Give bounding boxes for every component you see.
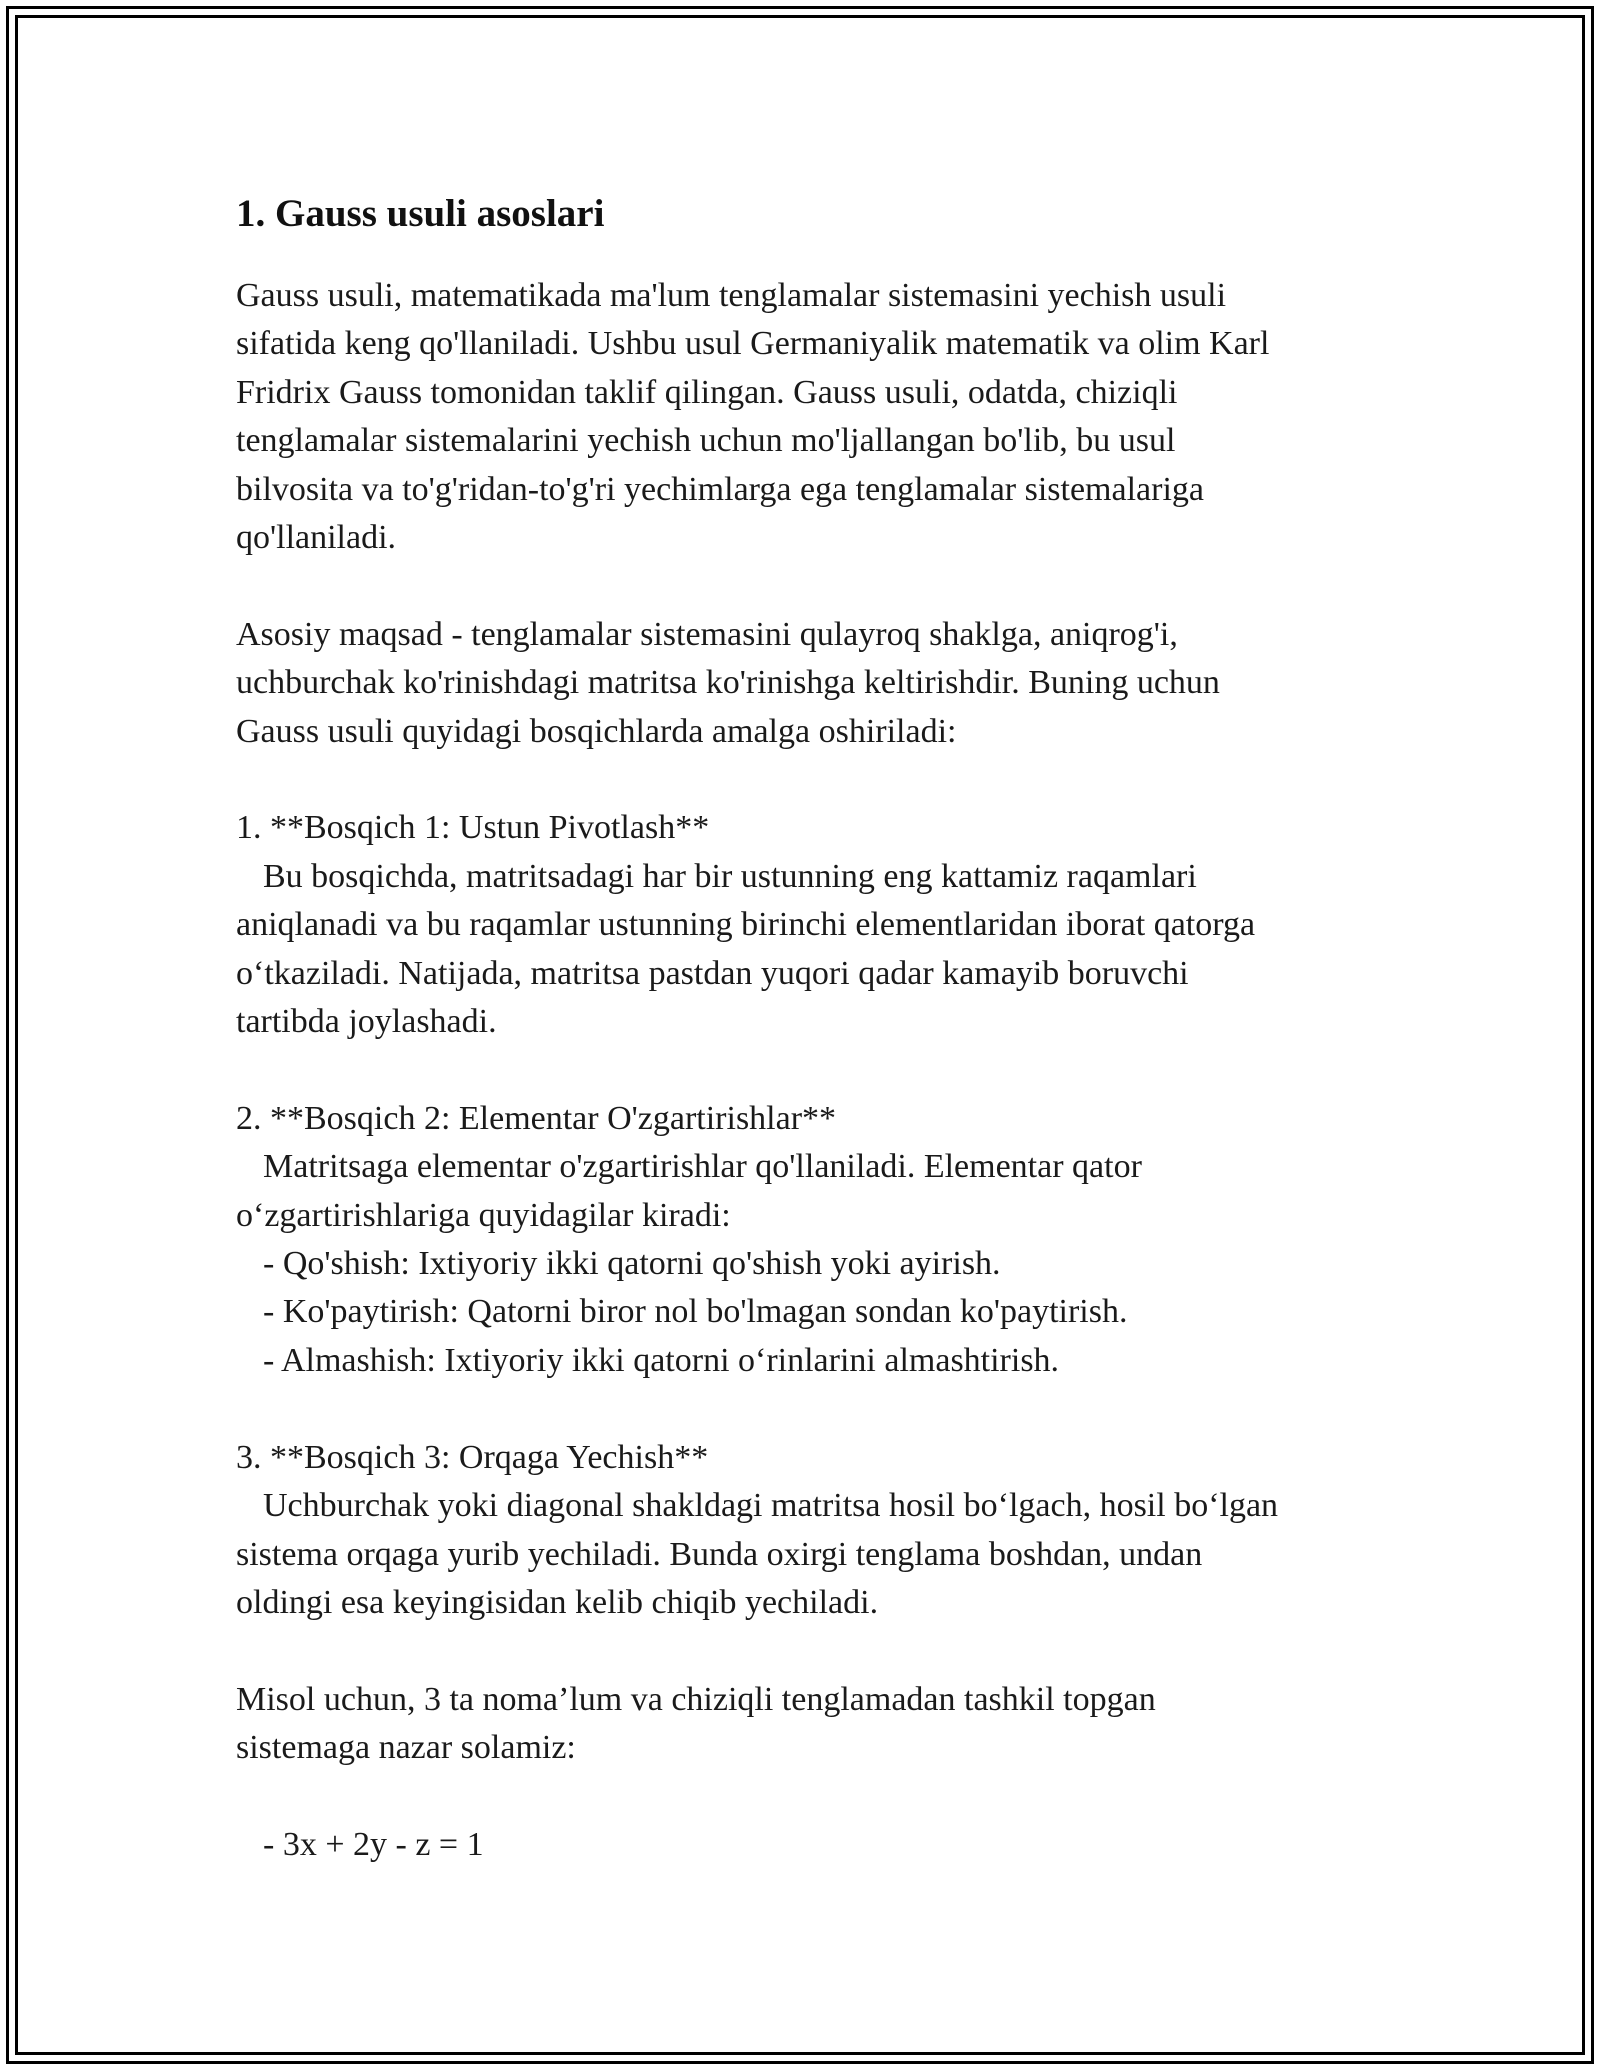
text-line: Fridrix Gauss tomonidan taklif qilingan. Gauss usuli, odatda, chiziqli — [236, 373, 1178, 411]
text-line: tartibda joylashadi. — [236, 1003, 497, 1041]
intro-paragraph — [236, 272, 1366, 562]
text-line: Bu bosqichda, matritsadagi har bir ustunning eng kattamiz raqamlari — [263, 857, 1197, 895]
section-title: 1. Gauss usuli asoslari — [236, 192, 605, 235]
document-body — [236, 186, 1366, 1869]
text-line: Uchburchak yoki diagonal shakldagi matritsa hosil bo‘lgach, hosil bo‘lgan — [263, 1487, 1279, 1525]
text-line: uchburchak ko'rinishdagi matritsa ko'rinishga keltirishdir. Buning uchun — [236, 664, 1220, 702]
text-line: tenglamalar sistemalarini yechish uchun mo'ljallangan bo'lib, bu usul — [236, 422, 1176, 460]
text-line: oldingi esa keyingisidan kelib chiqib yechiladi. — [236, 1583, 879, 1621]
text-line: Asosiy maqsad - tenglamalar sistemasini qulayroq shaklga, aniqrog'i, — [236, 615, 1178, 653]
blank-line — [236, 756, 1366, 804]
text-line: sistemaga nazar solamiz: — [236, 1729, 576, 1767]
text-line: Misol uchun, 3 ta noma’lum va chiziqli tenglamadan tashkil topgan — [236, 1680, 1156, 1718]
list-item: - Qo'shish: Ixtiyoriy ikki qatorni qo'shish yoki ayirish. — [263, 1245, 1001, 1283]
text-line: bilvosita va to'g'ridan-to'g'ri yechimlarga ega tenglamalar sistemalariga — [236, 470, 1204, 508]
step-3 — [236, 1434, 1366, 1628]
list-item: - Ko'paytirish: Qatorni biror nol bo'lmagan sondan ko'paytirish. — [263, 1293, 1128, 1331]
text-line: Gauss usuli, matematikada ma'lum tenglamalar sistemasini yechish usuli — [236, 277, 1227, 314]
text-line: qo'llaniladi. — [236, 519, 397, 557]
blank-line — [236, 1046, 1366, 1094]
step-1 — [236, 804, 1366, 1046]
step-2 — [236, 1095, 1366, 1385]
text-line: aniqlanadi va bu raqamlar ustunning birinchi elementlaridan iborat qatorga — [236, 906, 1256, 944]
text-line: Matritsaga elementar o'zgartirishlar qo'llaniladi. Elementar qator — [263, 1148, 1142, 1186]
text-line: o‘tkaziladi. Natijada, matritsa pastdan yuqori qadar kamayib boruvchi — [236, 954, 1189, 992]
list-item: - Almashish: Ixtiyoriy ikki qatorni o‘rinlarini almashtirish. — [263, 1341, 1060, 1379]
example-paragraph — [236, 1676, 1366, 1773]
blank-line — [236, 1385, 1366, 1433]
step-heading: 1. **Bosqich 1: Ustun Pivotlash** — [236, 809, 710, 847]
text-line: sifatida keng qo'llaniladi. Ushbu usul Germaniyalik matematik va olim Karl — [236, 325, 1270, 363]
text-line: Gauss usuli quyidagi bosqichlarda amalga oshiriladi: — [236, 712, 957, 750]
step-heading: 3. **Bosqich 3: Orqaga Yechish** — [236, 1438, 709, 1476]
blank-line — [236, 1627, 1366, 1675]
text-line: sistema orqaga yurib yechiladi. Bunda oxirgi tenglama boshdan, undan — [236, 1535, 1203, 1573]
text-line: o‘zgartirishlariga quyidagilar kiradi: — [236, 1196, 731, 1234]
equation: - 3x + 2y - z = 1 — [263, 1825, 484, 1863]
step-heading: 2. **Bosqich 2: Elementar O'zgartirishlar** — [236, 1099, 837, 1137]
goal-paragraph — [236, 611, 1366, 756]
blank-line — [236, 562, 1366, 610]
